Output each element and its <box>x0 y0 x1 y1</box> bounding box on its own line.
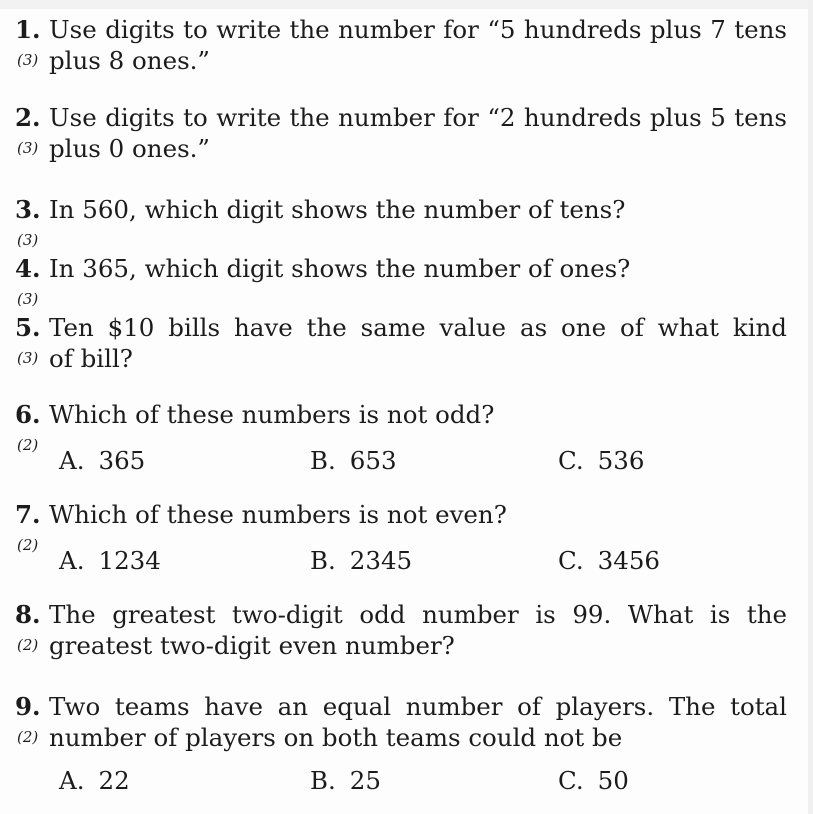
problem-number-column <box>15 399 49 454</box>
problem-number-column <box>15 102 49 157</box>
choice-label: A. <box>59 446 85 475</box>
lesson-reference: (2) <box>17 536 39 554</box>
question-body <box>49 691 787 796</box>
choice-a <box>59 545 310 576</box>
question-number: 4. <box>15 254 41 283</box>
choice-label: C. <box>558 446 584 475</box>
choice-a <box>59 445 310 476</box>
choice-value: 653 <box>349 446 397 475</box>
problem-5 <box>15 312 787 374</box>
choices-row <box>49 765 787 796</box>
question-text-line: plus 8 ones.” <box>49 46 210 75</box>
choice-value: 1234 <box>98 546 161 575</box>
lesson-reference: (3) <box>17 290 39 308</box>
lesson-reference: (3) <box>17 139 39 157</box>
choice-c <box>558 765 787 796</box>
choice-value: 50 <box>597 766 629 795</box>
lesson-reference: (2) <box>17 728 39 746</box>
choice-b <box>310 445 558 476</box>
choice-value: 536 <box>597 446 645 475</box>
question-text-line: Two teams have an equal number of players. The total <box>49 692 787 721</box>
question-body <box>49 599 787 661</box>
lesson-reference: (2) <box>17 436 39 454</box>
question-text-line: Use digits to write the number for “5 hundreds plus 7 tens <box>49 15 787 44</box>
problem-number-column <box>15 194 49 249</box>
choice-label: B. <box>310 766 336 795</box>
choice-label: A. <box>59 546 85 575</box>
problem-7 <box>15 499 787 576</box>
choices-row <box>49 545 787 576</box>
problem-1 <box>15 14 787 76</box>
question-body <box>49 312 787 374</box>
problem-3 <box>15 194 787 249</box>
question-body <box>49 253 787 284</box>
choice-value: 3456 <box>597 546 661 575</box>
choice-value: 2345 <box>349 546 413 575</box>
question-number: 7. <box>15 500 41 529</box>
choice-value: 25 <box>349 766 381 795</box>
lesson-reference: (3) <box>17 231 39 249</box>
problem-number-column <box>15 499 49 554</box>
lesson-reference: (2) <box>17 636 39 654</box>
question-number: 3. <box>15 195 41 224</box>
problem-number-column <box>15 691 49 746</box>
choice-b <box>310 545 558 576</box>
problem-number-column <box>15 14 49 69</box>
problem-number-column <box>15 312 49 367</box>
question-number: 8. <box>15 600 41 629</box>
problem-9 <box>15 691 787 796</box>
choice-a <box>59 765 310 796</box>
choices-row <box>49 445 787 476</box>
choice-label: C. <box>558 766 584 795</box>
question-body <box>49 499 787 576</box>
question-body <box>49 102 787 164</box>
question-body <box>49 399 787 476</box>
choice-c <box>558 545 787 576</box>
question-text-line: The greatest two-digit odd number is 99. What is the <box>49 600 787 629</box>
question-text-line: Which of these numbers is not odd? <box>49 400 495 429</box>
choice-label: C. <box>558 546 584 575</box>
choice-c <box>558 445 787 476</box>
question-number: 5. <box>15 313 41 342</box>
question-number: 1. <box>15 15 41 44</box>
choice-label: B. <box>310 546 336 575</box>
problem-number-column <box>15 599 49 654</box>
question-text-line: plus 0 ones.” <box>49 134 210 163</box>
problem-6 <box>15 399 787 476</box>
question-number: 2. <box>15 103 41 132</box>
question-number: 9. <box>15 692 41 721</box>
question-text-line: number of players on both teams could not be <box>49 723 623 752</box>
question-text-line: of bill? <box>49 344 133 373</box>
question-text-line: Use digits to write the number for “2 hundreds plus 5 tens <box>49 103 787 132</box>
choice-b <box>310 765 558 796</box>
question-number: 6. <box>15 400 41 429</box>
question-body <box>49 14 787 76</box>
question-text-line: greatest two-digit even number? <box>49 631 455 660</box>
lesson-reference: (3) <box>17 51 39 69</box>
choice-value: 22 <box>98 766 130 795</box>
question-text-line: In 365, which digit shows the number of ones? <box>49 254 631 283</box>
problem-8 <box>15 599 787 661</box>
problem-number-column <box>15 253 49 308</box>
choice-value: 365 <box>98 446 146 475</box>
choice-label: A. <box>59 766 85 795</box>
problem-4 <box>15 253 787 308</box>
question-text-line: Which of these numbers is not even? <box>49 500 507 529</box>
lesson-reference: (3) <box>17 349 39 367</box>
choice-label: B. <box>310 446 336 475</box>
question-body <box>49 194 787 225</box>
problem-2 <box>15 102 787 164</box>
question-text-line: In 560, which digit shows the number of tens? <box>49 195 626 224</box>
question-text-line: Ten $10 bills have the same value as one of what kind <box>49 313 787 342</box>
